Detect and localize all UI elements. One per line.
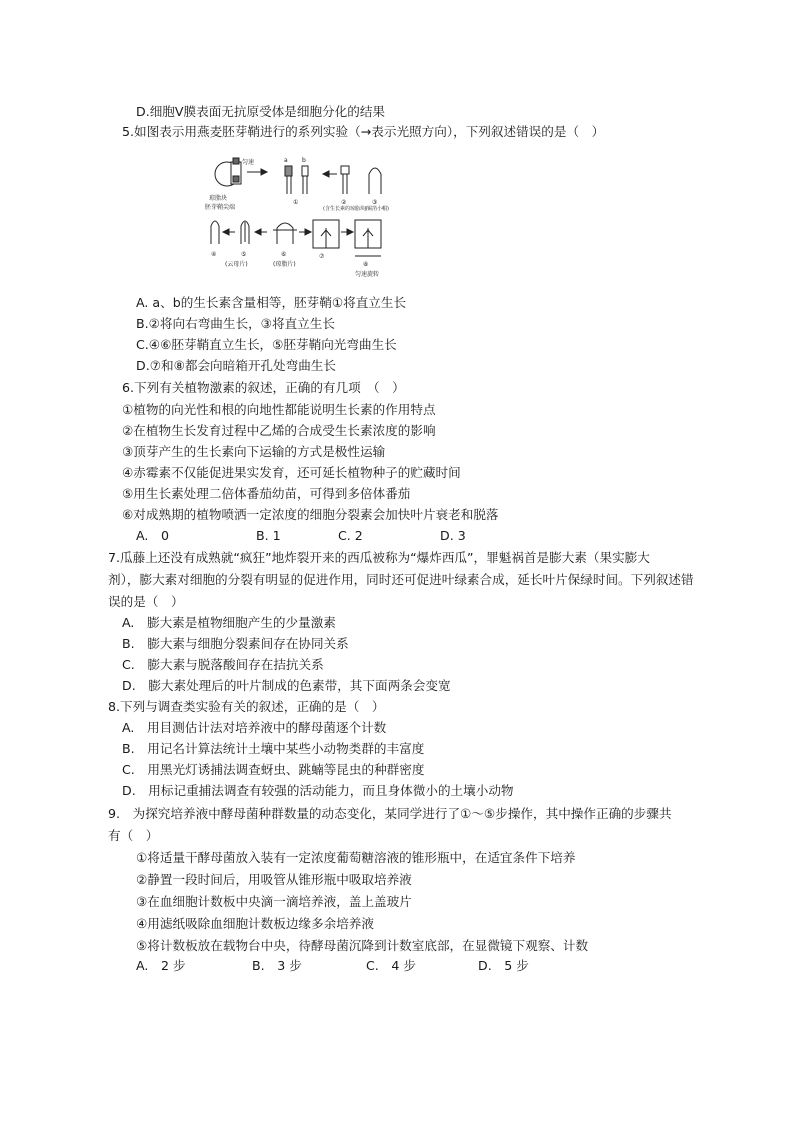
q8-option-a: A. 用目测估计法对培养液中的酵母菌逐个计数: [122, 720, 387, 735]
q9-option-c: C. 4 步: [366, 958, 416, 973]
q7-option-d: D. 膨大素处理后的叶片制成的色素带，其下面两条会变宽: [122, 678, 451, 693]
q7-stem-line1: 7.瓜藤上还没有成熟就“疯狂”地炸裂开来的西瓜被称为“爆炸西瓜”，罪魁祸首是膨大素（果实膨大: [108, 550, 650, 565]
q5-option-b: B.②将向右弯曲生长，③将直立生长: [136, 316, 335, 331]
q9-option-a: A. 2 步: [136, 958, 186, 973]
q7-stem-line2: 剂），膨大素对细胞的分裂有明显的促进作用，同时还可促进叶绿素合成，延长叶片保绿时间。下列叙述错: [108, 572, 694, 587]
label-b: b: [302, 157, 306, 164]
label-agar: 琼脂块: [209, 195, 228, 202]
q6-option-c: C. 2: [338, 528, 363, 543]
q7-option-a: A. 膨大素是植物细胞产生的少量激素: [122, 615, 336, 630]
q6-statement-4: ④赤霉素不仅能促进果实发育，还可延长植物种子的贮藏时间: [122, 465, 461, 480]
q9-step-3: ③在血细胞计数板中央滴一滴培养液，盖上盖玻片: [136, 894, 412, 909]
q9-step-1: ①将适量干酵母菌放入装有一定浓度葡萄糖溶液的锥形瓶中，在适宜条件下培养: [136, 850, 576, 865]
label-circle-4: ④: [211, 251, 217, 258]
label-rotate: 匀速旋转: [355, 271, 380, 278]
label-tip: 胚芽鞘尖端: [205, 204, 236, 211]
label-circle-7: ⑦: [319, 253, 325, 260]
q9-stem-line2: 有（ ）: [108, 828, 159, 843]
q5-option-d: D.⑦和⑧都会向暗箱开孔处弯曲生长: [136, 358, 336, 373]
q9-options: [136, 958, 529, 974]
q6-options: [136, 528, 466, 544]
label-circle-5: ⑤: [241, 251, 247, 258]
label-circle-2: ②: [341, 199, 347, 206]
q9-step-5: ⑤将计数板放在载物台中央，待酵母菌沉降到计数室底部，在显微镜下观察、计数: [136, 938, 589, 953]
q5-option-c: C.④⑥胚芽鞘直立生长，⑤胚芽鞘向光弯曲生长: [136, 337, 397, 352]
q8-option-b: B. 用记名计算法统计土壤中某些小动物类群的丰富度: [122, 741, 425, 756]
label-auxin-block: (含生长素的琼脂块): [323, 206, 367, 212]
q5-stem: 5.如图表示用燕麦胚芽鞘进行的系列实验（→表示光照方向），下列叙述错误的是（ ）: [122, 124, 605, 139]
label-circle-3: ③: [372, 199, 378, 206]
label-circle-6: ⑥: [281, 251, 287, 258]
label-mica: (云母片): [225, 261, 248, 268]
oat-coleoptile-experiment-figure: [205, 152, 395, 285]
q6-statement-6: ⑥对成熟期的植物喷洒一定浓度的细胞分裂素会加快叶片衰老和脱落: [122, 507, 499, 522]
label-foil: (锡箔小帽): [365, 206, 389, 212]
label-uniform: 匀速: [242, 159, 255, 166]
q7-stem-line3: 误的是（ ）: [108, 594, 184, 609]
label-circle-8: ⑧: [363, 261, 369, 268]
label-circle-1: ①: [293, 199, 299, 206]
q6-statement-5: ⑤用生长素处理二倍体番茄幼苗，可得到多倍体番茄: [122, 486, 411, 501]
q8-option-d: D. 用标记重捕法调查有较强的活动能力，而且身体微小的土壤小动物: [122, 783, 514, 798]
q8-stem: 8.下列与调查类实验有关的叙述，正确的是（ ）: [108, 699, 385, 714]
q9-option-b: B. 3 步: [252, 958, 302, 973]
q9-step-2: ②静置一段时间后，用吸管从锥形瓶中吸取培养液: [136, 872, 412, 887]
q6-option-b: B. 1: [256, 528, 281, 543]
q9-stem-line1: 9. 为探究培养液中酵母菌种群数量的动态变化，某同学进行了①～⑤步操作，其中操作正确的步骤共: [108, 806, 672, 821]
q6-option-a: A. 0: [136, 528, 170, 543]
q8-option-c: C. 用黑光灯诱捕法调查蚜虫、跳蝻等昆虫的种群密度: [122, 762, 425, 777]
label-a: a: [284, 157, 288, 164]
q4-option-d: D.细胞Ⅴ膜表面无抗原受体是细胞分化的结果: [136, 104, 386, 119]
q6-stem: 6.下列有关植物激素的叙述，正确的有几项 （ ）: [122, 380, 405, 395]
q5-option-a: A. a、b的生长素含量相等，胚芽鞘①将直立生长: [136, 295, 407, 310]
q6-statement-3: ③顶芽产生的生长素向下运输的方式是极性运输: [122, 444, 386, 459]
q7-option-c: C. 膨大素与脱落酸间存在拮抗关系: [122, 657, 324, 672]
q9-option-d: D. 5 步: [478, 958, 529, 973]
q9-step-4: ④用滤纸吸除血细胞计数板边缘多余培养液: [136, 916, 374, 931]
q6-statement-2: ②在植物生长发育过程中乙烯的合成受生长素浓度的影响: [122, 423, 436, 438]
q6-statement-1: ①植物的向光性和根的向地性都能说明生长素的作用特点: [122, 402, 436, 417]
label-agar-sheet: (琼脂片): [273, 261, 296, 268]
q6-option-d: D. 3: [440, 528, 466, 543]
q7-option-b: B. 膨大素与细胞分裂素间存在协同关系: [122, 636, 349, 651]
experiment-diagram: [205, 152, 395, 285]
